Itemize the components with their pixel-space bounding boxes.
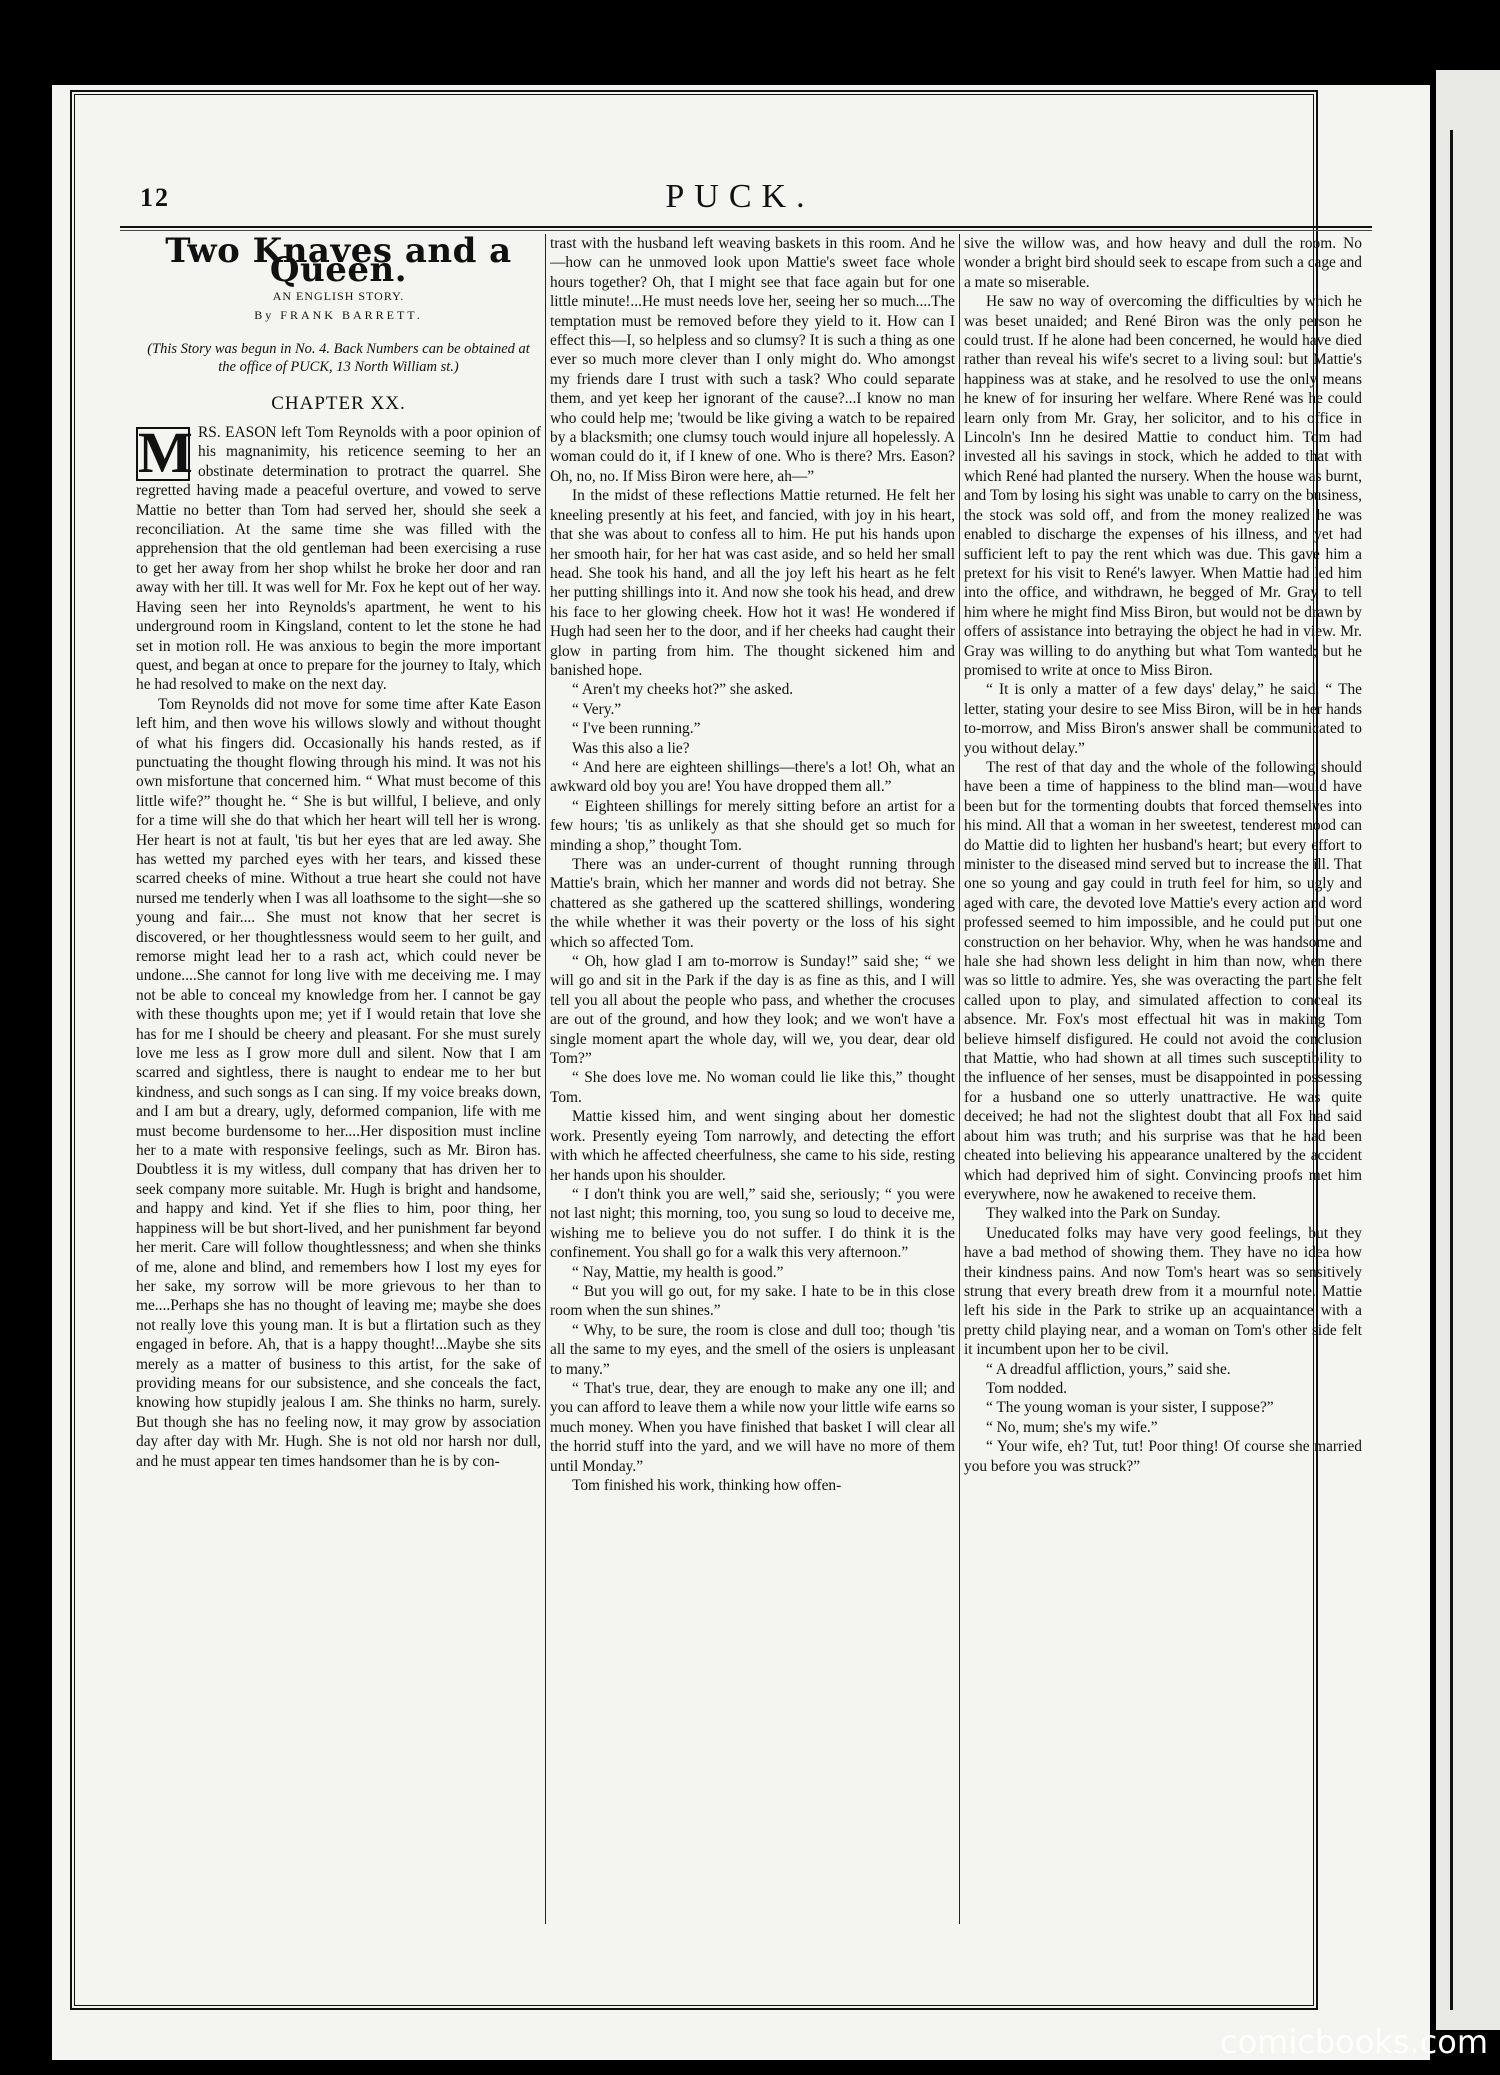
story-subtitle: AN ENGLISH STORY.	[272, 288, 405, 303]
chapter-heading: CHAPTER XX.	[271, 392, 406, 414]
editor-note: (This Story was begun in No. 4. Back Numbers can be obtained at the office of PUCK, 13 North William st.)	[147, 340, 530, 375]
header-rule	[120, 226, 1372, 228]
column-1	[136, 234, 541, 1924]
paragraph: “ Your wife, eh? Tut, tut! Poor thing! Of course she married you before you was struck?”	[964, 1438, 1362, 1475]
story-byline: By FRANK BARRETT.	[254, 308, 423, 323]
story-title: Two Knaves and a Queen.	[165, 234, 512, 291]
masthead: PUCK.	[665, 178, 815, 215]
column-divider	[959, 234, 960, 1924]
paragraph: “ And here are eighteen shillings—there's a lot! Oh, what an awkward old boy you are! You have dropped them all.”	[550, 758, 955, 796]
adjacent-page-edge	[1436, 70, 1500, 2030]
paragraph: “ I don't think you are well,” said she, seriously; “ you were not last night; this morning, too, you sung so loud to deceive me, wishing me to believe you do not suffer. I do think it is the confinement. You shall go for a walk this very afternoon.”	[550, 1185, 955, 1262]
paragraph: They walked into the Park on Sunday.	[986, 1205, 1221, 1223]
paragraph: Tom nodded.	[986, 1379, 1067, 1397]
paragraph: Tom finished his work, thinking how offen-	[572, 1477, 842, 1494]
paragraph: Uneducated folks may have very good feelings, but they have a bad method of showing them. They have no idea how their kindness pains. And now Tom's heart was so sensitively strung that every breath drew from it a mournful note. Mattie left his side in the Park to strike up an acquaintance with a pretty child playing near, and a woman on Tom's other side felt it incumbent upon her to be civil.	[964, 1224, 1362, 1359]
paragraph: “ Oh, how glad I am to-morrow is Sunday!” said she; “ we will go and sit in the Park if the day is as fine as this, and I will tell you all about the people who pass, and whether the crocuses are out of the ground, and how they look; and we won't have a single moment apart the whole day, will we, you dear, dear old Tom?”	[550, 953, 955, 1068]
paragraph: “ It is only a matter of a few days' delay,” he said. “ The letter, stating your desire to see Miss Biron, will be in her hands to-morrow, and Miss Biron's answer shall be communicated to you without delay.”	[964, 681, 1362, 757]
paragraph: “ Very.”	[572, 700, 622, 718]
header-rule-thin	[120, 230, 1372, 231]
paragraph: “ But you will go out, for my sake. I hate to be in this close room when the sun shines.”	[550, 1282, 955, 1320]
paragraph: RS. EASON left Tom Reynolds with a poor opinion of his magnanimity, his reticence seeming to her an obstinate determination to protract the quarrel. She regretted having made a peaceful overture, and vowed to serve Mattie no better than Tom had served her, should she seek a reconciliation. At the same time she was filled with the apprehension that the old gentleman had been exercising a ruse to get her away from her shop whilst he broke her door and ran away with her till. It was well for Mr. Fox he kept out of her way. Having seen her into Reynolds's apartment, he went to his underground room in Kingsland, content to let the stone he had set in motion roll. He was anxious to begin the more important quest, and began at once to prepare for the journey to Italy, which he had resolved to make on the next day.	[136, 424, 541, 694]
paragraph: “ Why, to be sure, the room is close and dull too; though 'tis all the same to my eyes, and the smell of the osiers is unpleasant to many.”	[550, 1321, 955, 1378]
paragraph: “ No, mum; she's my wife.”	[986, 1418, 1158, 1436]
paragraph: In the midst of these reflections Mattie returned. He felt her kneeling presently at his feet, and fancied, with joy in his heart, that she was about to confess all to him. He put his hands upon her smooth hair, for her hat was cast aside, and so held her small head. She took his hand, and all the joy left his heart as he felt her putting shillings into it. And now she took his head, and drew his face to her glowing cheek. How hot it was! He wondered if Hugh had seen her to the door, and if her cheeks had caught their glow in parting from him. The thought sickened him and banished hope.	[550, 487, 955, 679]
paragraph: trast with the husband left weaving baskets in this room. And he—how can he unmoved look upon Mattie's sweet face whole hours together? Oh, that I might see that face again but for one little minute!...He must needs love her, seeing her so much....The temptation must be removed before they yield to it. How can I effect this—I, so helpless and so clumsy? It is such a thing as one ever so much more clever than I only might do. Who amongst my friends dare I trust with such a task? Who could separate them, and yet keep her ignorant of the cause?...I know no man who could help me; 'twould be like giving a watch to be repaired by a blacksmith; one clumsy touch would injure all hopelessly. A woman could do it, if I knew of one. Who is there? Mrs. Eason? Oh, no, no. If Miss Biron were here, ah—”	[550, 235, 955, 485]
paragraph: Mattie kissed him, and went singing about her domestic work. Presently eyeing Tom narrowly, and detecting the effort with which he affected cheerfulness, she came to his side, resting her hands upon his shoulder.	[550, 1108, 955, 1184]
paragraph: Tom Reynolds did not move for some time after Kate Eason left him, and then wove his willows slowly and without thought of what his fingers did. Occasionally his hands rested, as if punctuating the thought flowing through his mind. It was not his own misfortune that concerned him. “ What must become of this little wife?” thought he. “ She is but willful, I believe, and only for a time will she do that which her heart will tell her is wrong. Her heart is not at fault, 'tis but her eyes that are led away. She has wetted my parched eyes with her tears, and kissed these scarred cheeks of mine. Without a true heart she could not have nursed me tenderly when I was all loathsome to the sight—she so young and fair.... She must not know that her secret is discovered, or her thoughtlessness would seem to her guilt, and remorse might lead her to a rash act, which could never be undone....She cannot for long live with me deceiving me. I may not be able to conceal my knowledge from her. I cannot be gay with these thoughts upon me; yet if I would retain that love she has for me I should be cheery and pleasant. For she must surely love me less as I grow more dull and silent. Now that I am scarred and sightless, there is naught to endear me to her but kindness, and such songs as I can sing. If my voice breaks down, and I am but a dreary, ugly, deformed companion, life with me must become burdensome to her....Her disposition must incline her to a mate with responsive feelings, such as Mr. Biron has. Doubtless it is my witless, dull company that has driven her to seek company more suitable. Mr. Hugh is bright and handsome, and happy and kind. Yet if she flies to him, poor thing, her happiness will be but short-lived, and her punishment far beyond her merit. Care will follow thoughtlessness; and when she thinks of me, alone and blind, and remembers how I lost my eyes for her sake, my sorrow will be more grievous to her than to me....Perhaps she has no thought of leaving me; maybe she does not really love this young man. It is but a flirtation such as they engaged in before. Ah, that is a happy thought!...Maybe she sits merely as a matter of business to this artist, for the sake of providing means for our subsistence, and she conceals the fact, knowing how stupidly jealous I am. She thinks no harm, surely. But though she has no feeling now, it may grow by association day after day with Mr. Hugh. She is not old nor harsh nor dull, and he must appear ten times handsomer than he is by con-	[136, 695, 541, 1470]
column-1-body	[136, 420, 541, 1471]
watermark-link[interactable]: comicbooks.com	[1219, 2023, 1488, 2061]
page-number: 12	[140, 183, 170, 212]
column-3	[964, 234, 1362, 1924]
paragraph: Was this also a lie?	[572, 739, 690, 757]
paragraph: The rest of that day and the whole of the following should have been a time of happiness to the blind man—would have been but for the tormenting doubts that forced themselves into his mind. All that a woman in her sweetest, tenderest mood can do Mattie did to lighten her husband's heart; but every effort to minister to the diseased mind served but to increase the ill. That one so young and gay could in truth feel for him, so ugly and aged with care, the devoted love Mattie's every action and word professed seemed to him impossible, and he could put but one construction on her behavior. Why, when he was handsome and hale she had shown less delight in him than now, when there was so little to admire. Yes, she was overacting the part she felt called upon to play, and simulated affection to conceal its absence. Mr. Fox's most effectual hit was in making Tom believe himself disfigured. He could not avoid the conclusion that Mattie, who had shown at all times such susceptibility to the influence of her senses, must be disappointed in possessing for a husband one so utterly unattractive. He was quite deceived; he had not the slightest doubt that all Fox had said about him was truth; and his surprise was that he had been cheated into believing his appearance unaltered by the accident which had deprived him of sight. Convincing proofs met him everywhere, now he awakened to receive them.	[964, 758, 1362, 1203]
paragraph: “ She does love me. No woman could lie like this,” thought Tom.	[550, 1069, 955, 1106]
paragraph: “ The young woman is your sister, I suppose?”	[986, 1399, 1274, 1417]
paragraph: “ Eighteen shillings for merely sitting before an artist for a few hours; 'tis as unlikely as that she should get so much for minding a shop,” thought Tom.	[550, 797, 955, 854]
paragraph: “ Aren't my cheeks hot?” she asked.	[572, 681, 794, 699]
paragraph: “ A dreadful affliction, yours,” said she.	[986, 1360, 1231, 1378]
paragraph: He saw no way of overcoming the difficulties by which he was beset unaided; and René Biron was the only person he could trust. If he alone had been concerned, he would have died rather than reveal his wife's secret to a living soul: but Mattie's happiness was at stake, and he resolved to use the only means he knew of for insuring her welfare. Where René was he could learn only from Mr. Gray, her solicitor, and to his office in Lincoln's Inn he desired Mattie to conduct him. Tom had invested all his savings in stock, which he added to that with which René had planted the nursery. When the house was burnt, and Tom by losing his sight was unable to carry on the business, the stock was sold off, and from the money realized he was enabled to discharge the expenses of his illness, and yet had sufficient left to pay the rent which was due. This gave him a pretext for his visit to René's lawyer. When Mattie had led him into the office, and withdrawn, he begged of Mr. Gray to tell him where he might find Miss Biron, but would not be drawn by offers of assistance into betraying the object he had in view. Mr. Gray was willing to do anything but what Tom wanted; but he promised to write at once to Miss Biron.	[964, 293, 1362, 679]
paragraph: sive the willow was, and how heavy and dull the room. No wonder a bright bird should seek to escape from such a cage and a mate so miserable.	[964, 235, 1362, 291]
paragraph: “ That's true, dear, they are enough to make any one ill; and you can afford to leave them a while now your little wife earns so much money. When you have finished that basket I will clear all the horrid stuff into the yard, and we will have no more of them until Monday.”	[550, 1379, 955, 1475]
column-2	[550, 234, 955, 1924]
drop-cap: M	[138, 420, 193, 486]
paragraph: There was an under-current of thought running through Mattie's brain, which her manner and words did not betray. She chattered as she gathered up the scattered shillings, wondering the while whether it was their poverty or the loss of his sight which so affected Tom.	[550, 856, 955, 951]
paragraph: “ Nay, Mattie, my health is good.”	[572, 1263, 784, 1281]
column-divider	[545, 234, 546, 1924]
paragraph: “ I've been running.”	[572, 720, 701, 738]
